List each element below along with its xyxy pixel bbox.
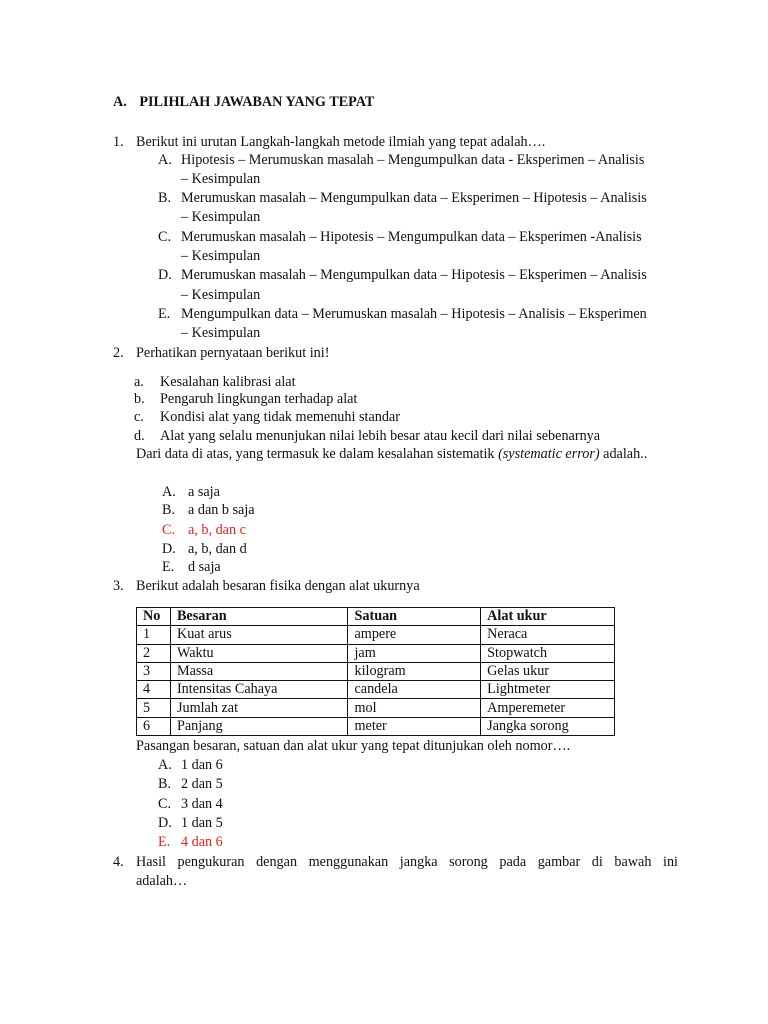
q1-option-d-letter: D.	[158, 267, 172, 283]
table-cell: 5	[137, 699, 171, 717]
q3-option-b-text: 2 dan 5	[181, 776, 223, 792]
q2-statement-d-text: Alat yang selalu menunjukan nilai lebih besar atau kecil dari nilai sebenarnya	[160, 428, 601, 444]
table-cell: jam	[348, 644, 481, 662]
table-header-row	[137, 608, 615, 626]
q1-option-a-letter: A.	[158, 152, 172, 168]
q2-statement-a-text: Kesalahan kalibrasi alat	[160, 374, 296, 390]
q2-question	[136, 445, 678, 464]
q2-statement-d-letter: d.	[134, 428, 145, 444]
q2-statement-c-letter: c.	[134, 409, 144, 425]
q1-option-e-line1: Mengumpulkan data – Merumuskan masalah – Hipotesis – Analisis – Eksperimen	[181, 306, 647, 322]
table-cell: 6	[137, 717, 171, 735]
q1-option-b-letter: B.	[158, 190, 172, 206]
q3-option-c-letter: C.	[158, 796, 172, 812]
table-cell: Lightmeter	[481, 681, 615, 699]
q1-option-a-line2: – Kesimpulan	[181, 171, 261, 187]
q1-option-b-line1: Merumuskan masalah – Mengumpulkan data – Eksperimen – Hipotesis – Analisis	[181, 190, 647, 206]
q2-number: 2.	[113, 345, 124, 361]
q1-number: 1.	[113, 134, 124, 150]
q1-option-a-line1: Hipotesis – Merumuskan masalah – Mengumpulkan data - Eksperimen – Analisis	[181, 152, 645, 168]
q4-text: Hasil pengukuran dengan menggunakan jangka sorong pada gambar di bawah ini	[136, 854, 678, 870]
table-row	[137, 662, 615, 680]
table-cell: Neraca	[481, 626, 615, 644]
table-row	[137, 644, 615, 662]
table-cell: Gelas ukur	[481, 662, 615, 680]
q2-option-d-letter: D.	[162, 541, 176, 557]
q2-option-b-letter: B.	[162, 502, 176, 518]
table-cell: Intensitas Cahaya	[170, 681, 348, 699]
table-cell: 4	[137, 681, 171, 699]
table-cell: Kuat arus	[170, 626, 348, 644]
table-header-cell: Alat ukur	[481, 608, 615, 626]
q1-option-e-letter: E.	[158, 306, 171, 322]
q2-question-pre: Dari data di atas, yang termasuk ke dalam kesalahan sistematik	[136, 446, 495, 462]
q3-option-d-text: 1 dan 5	[181, 815, 223, 831]
section-heading	[113, 93, 374, 112]
table-header-cell: Satuan	[348, 608, 481, 626]
table-cell: 3	[137, 662, 171, 680]
q3-option-e-letter-correct: E.	[158, 834, 171, 850]
table-header-cell: Besaran	[170, 608, 348, 626]
q2-option-b-text: a dan b saja	[188, 502, 255, 518]
q1-text: Berikut ini urutan Langkah-langkah metode ilmiah yang tepat adalah….	[136, 134, 546, 150]
q2-option-c-letter-correct: C.	[162, 522, 176, 538]
table-row	[137, 699, 615, 717]
table-row	[137, 681, 615, 699]
q3-text: Berikut adalah besaran fisika dengan alat ukurnya	[136, 578, 420, 594]
q4-number: 4.	[113, 854, 124, 870]
q2-text: Perhatikan pernyataan berikut ini!	[136, 345, 330, 361]
table-cell: Jangka sorong	[481, 717, 615, 735]
q1-option-b-line2: – Kesimpulan	[181, 209, 261, 225]
q2-option-d-text: a, b, dan d	[188, 541, 247, 557]
table-cell: meter	[348, 717, 481, 735]
q3-option-a-text: 1 dan 6	[181, 757, 223, 773]
table-cell: ampere	[348, 626, 481, 644]
table-cell: Jumlah zat	[170, 699, 348, 717]
table-cell: Panjang	[170, 717, 348, 735]
q2-option-e-text: d saja	[188, 559, 221, 575]
q3-option-a-letter: A.	[158, 757, 172, 773]
q1-option-c-line2: – Kesimpulan	[181, 248, 261, 264]
q2-question-post: adalah..	[603, 446, 648, 462]
table-row	[137, 626, 615, 644]
q2-option-a-letter: A.	[162, 484, 176, 500]
table-header-cell: No	[137, 608, 171, 626]
section-letter: A.	[113, 94, 127, 110]
table-cell: mol	[348, 699, 481, 717]
table-cell: Stopwatch	[481, 644, 615, 662]
q2-option-c-text-correct: a, b, dan c	[188, 522, 246, 538]
q3-option-d-letter: D.	[158, 815, 172, 831]
section-title: PILIHLAH JAWABAN YANG TEPAT	[139, 94, 375, 110]
table-cell: 1	[137, 626, 171, 644]
q2-option-e-letter: E.	[162, 559, 175, 575]
q3-number: 3.	[113, 578, 124, 594]
q1-option-d-line2: – Kesimpulan	[181, 287, 261, 303]
q4-text-continued: adalah…	[136, 873, 188, 889]
q3-question: Pasangan besaran, satuan dan alat ukur yang tepat ditunjukan oleh nomor….	[136, 738, 571, 754]
q2-statement-a-letter: a.	[134, 374, 144, 390]
table-cell: Massa	[170, 662, 348, 680]
q3-option-e-text-correct: 4 dan 6	[181, 834, 223, 850]
table-cell: Amperemeter	[481, 699, 615, 717]
q3-option-c-text: 3 dan 4	[181, 796, 223, 812]
q1-option-c-line1: Merumuskan masalah – Hipotesis – Mengumpulkan data – Eksperimen -Analisis	[181, 229, 642, 245]
q2-statement-c-text: Kondisi alat yang tidak memenuhi standar	[160, 409, 400, 425]
q3-option-b-letter: B.	[158, 776, 172, 792]
table-cell: kilogram	[348, 662, 481, 680]
table-cell: Waktu	[170, 644, 348, 662]
table-cell: candela	[348, 681, 481, 699]
table-cell: 2	[137, 644, 171, 662]
q2-statement-b-letter: b.	[134, 391, 145, 407]
q1-option-c-letter: C.	[158, 229, 172, 245]
q1-option-e-line2: – Kesimpulan	[181, 325, 261, 341]
q3-table	[136, 607, 615, 736]
q2-question-italic: (systematic error)	[498, 446, 600, 462]
table-row	[137, 717, 615, 735]
q1-option-d-line1: Merumuskan masalah – Mengumpulkan data – Hipotesis – Eksperimen – Analisis	[181, 267, 647, 283]
q2-option-a-text: a saja	[188, 484, 220, 500]
q2-statement-b-text: Pengaruh lingkungan terhadap alat	[160, 391, 358, 407]
